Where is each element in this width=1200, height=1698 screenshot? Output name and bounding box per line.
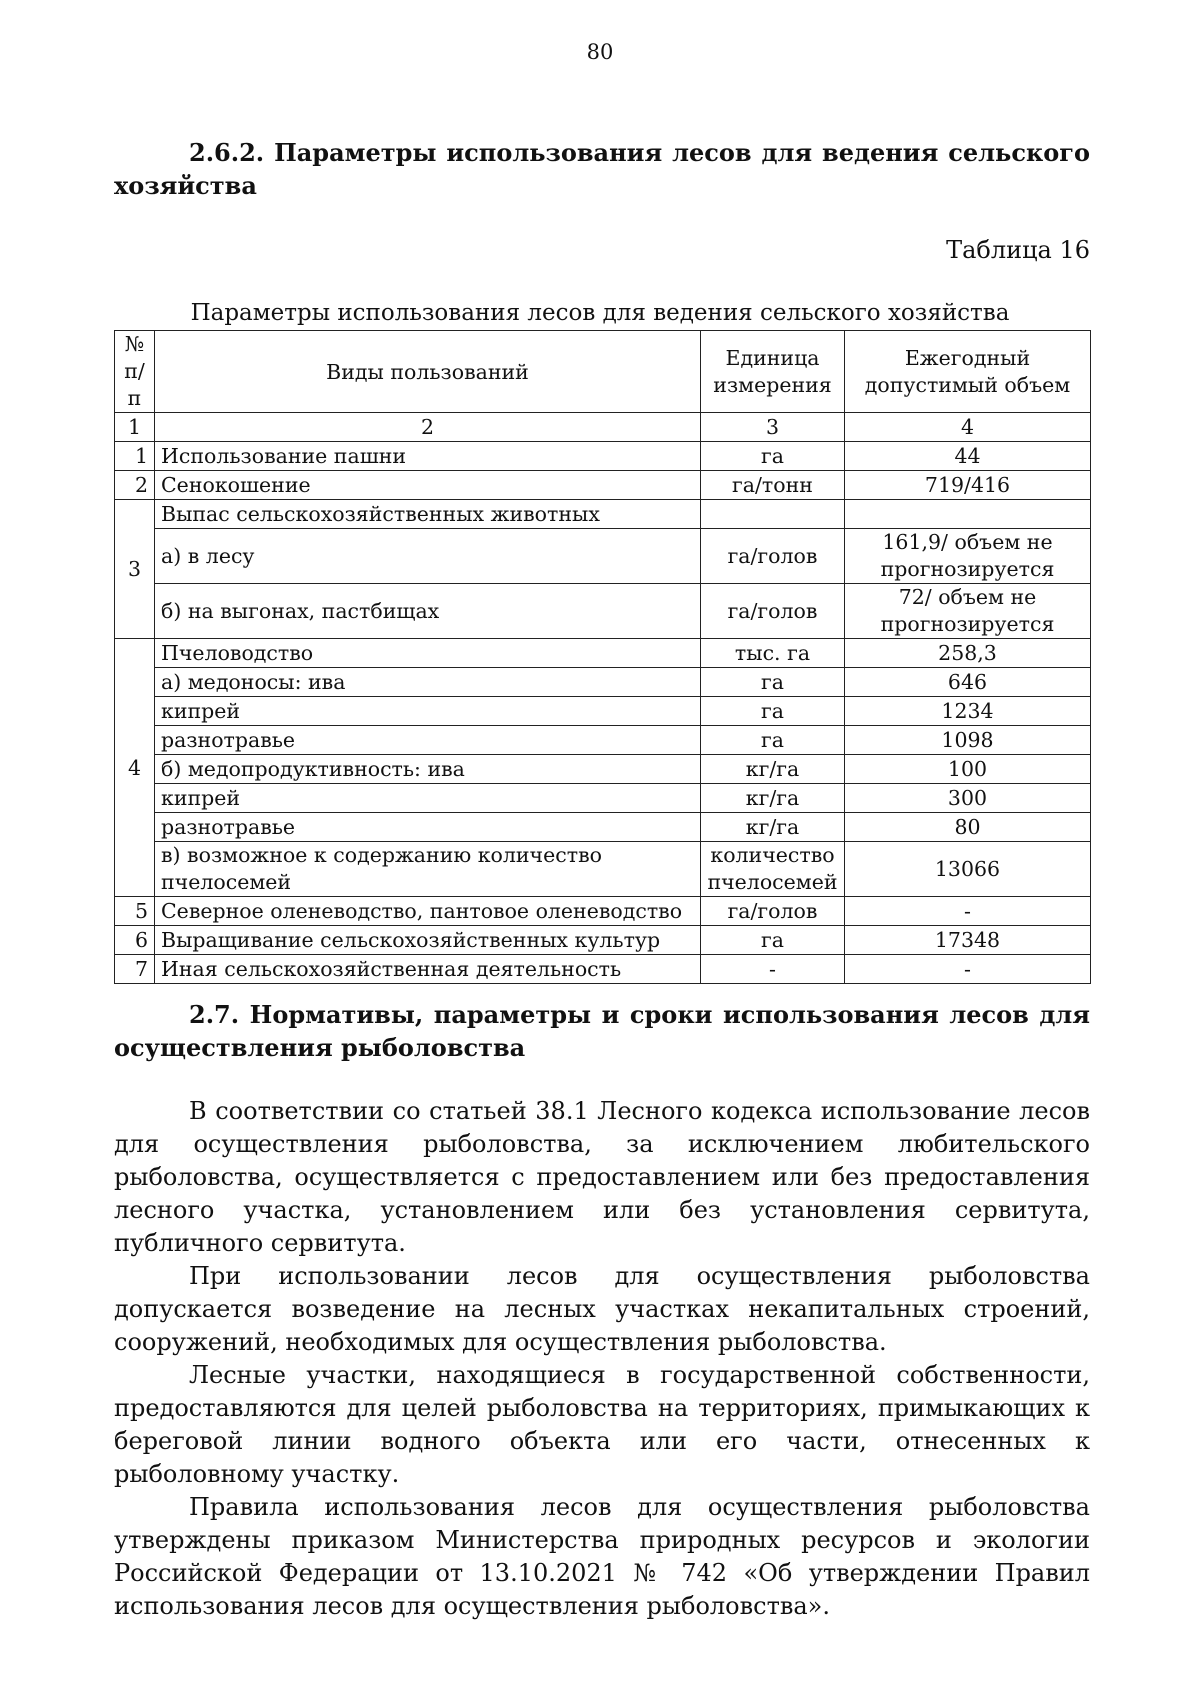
col-number: 1: [115, 413, 155, 442]
section-heading-2-7: [114, 998, 1090, 1064]
row-unit: [701, 500, 845, 529]
header-num: № п/п: [115, 331, 155, 413]
page-number: 80: [586, 40, 614, 64]
section-title: Нормативы, параметры и сроки использования лесов для осуществления рыболовства: [114, 1000, 1091, 1062]
table-row: [115, 442, 1091, 471]
data-table: [114, 330, 1091, 984]
row-name: Выпас сельскохозяйственных животных: [155, 500, 701, 529]
table-row: [115, 842, 1091, 897]
row-name: кипрей: [155, 697, 701, 726]
table-row: [115, 529, 1091, 584]
table-label: Таблица 16: [946, 236, 1090, 264]
section-title: Параметры использования лесов для ведения сельского хозяйства: [114, 138, 1090, 200]
paragraph: Лесные участки, находящиеся в государственной собственности, предоставляются для целей рыболовства на территориях, примыкающих к береговой линии водного объекта или его части, отнесенных к рыболовному участку.: [114, 1361, 1090, 1488]
row-value: -: [845, 897, 1091, 926]
table-row: [115, 813, 1091, 842]
row-name: Выращивание сельскохозяйственных культур: [155, 926, 701, 955]
table-row: [115, 500, 1091, 529]
row-num: 3: [115, 500, 155, 639]
row-name: Использование пашни: [155, 442, 701, 471]
table-row: [115, 784, 1091, 813]
row-value: 258,3: [845, 639, 1091, 668]
row-num: 7: [115, 955, 155, 984]
table-row: [115, 584, 1091, 639]
row-value: 300: [845, 784, 1091, 813]
table-row: [115, 639, 1091, 668]
row-unit: тыс. га: [701, 639, 845, 668]
row-unit: га/голов: [701, 897, 845, 926]
row-unit: га: [701, 442, 845, 471]
row-unit: количество пчелосемей: [701, 842, 845, 897]
row-value: 44: [845, 442, 1091, 471]
section-heading-2-6-2: [114, 136, 1090, 202]
col-number: 3: [701, 413, 845, 442]
table-row: [115, 726, 1091, 755]
row-name: Северное оленеводство, пантовое оленеводство: [155, 897, 701, 926]
col-number: 4: [845, 413, 1091, 442]
row-unit: кг/га: [701, 784, 845, 813]
row-unit: га/тонн: [701, 471, 845, 500]
row-unit: кг/га: [701, 813, 845, 842]
row-num: 1: [115, 442, 155, 471]
row-name: а) медоносы: ива: [155, 668, 701, 697]
row-name: разнотравье: [155, 726, 701, 755]
section-number: 2.6.2.: [189, 138, 265, 167]
table-row: [115, 697, 1091, 726]
row-name: кипрей: [155, 784, 701, 813]
row-value: 80: [845, 813, 1091, 842]
row-value: -: [845, 955, 1091, 984]
row-unit: га/голов: [701, 584, 845, 639]
row-name: Пчеловодство: [155, 639, 701, 668]
row-value: 719/416: [845, 471, 1091, 500]
row-unit: -: [701, 955, 845, 984]
row-value: 161,9/ объем не прогнозируется: [845, 529, 1091, 584]
row-name: а) в лесу: [155, 529, 701, 584]
row-name: разнотравье: [155, 813, 701, 842]
row-value: 72/ объем не прогнозируется: [845, 584, 1091, 639]
row-value: 100: [845, 755, 1091, 784]
row-value: 17348: [845, 926, 1091, 955]
row-value: [845, 500, 1091, 529]
table-row: [115, 668, 1091, 697]
body-text: [114, 1095, 1090, 1623]
row-num: 5: [115, 897, 155, 926]
row-unit: кг/га: [701, 755, 845, 784]
column-number-row: [115, 413, 1091, 442]
col-number: 2: [155, 413, 701, 442]
row-unit: га: [701, 668, 845, 697]
row-num: 4: [115, 639, 155, 897]
row-value: 1234: [845, 697, 1091, 726]
paragraph: При использовании лесов для осуществления рыболовства допускается возведение на лесных участках некапитальных строений, сооружений, необходимых для осуществления рыболовства.: [114, 1262, 1090, 1356]
header-volume: Ежегодный допустимый объем: [845, 331, 1091, 413]
row-name: Сенокошение: [155, 471, 701, 500]
row-name: б) медопродуктивность: ива: [155, 755, 701, 784]
table-row: [115, 955, 1091, 984]
table-header-row: [115, 331, 1091, 413]
row-unit: га/голов: [701, 529, 845, 584]
row-value: 646: [845, 668, 1091, 697]
table-row: [115, 471, 1091, 500]
row-num: 6: [115, 926, 155, 955]
row-value: 1098: [845, 726, 1091, 755]
row-name: б) на выгонах, пастбищах: [155, 584, 701, 639]
header-type: Виды пользований: [155, 331, 701, 413]
header-unit: Единица измерения: [701, 331, 845, 413]
table-row: [115, 926, 1091, 955]
table-caption: Параметры использования лесов для ведения сельского хозяйства: [190, 300, 1010, 326]
row-name: Иная сельскохозяйственная деятельность: [155, 955, 701, 984]
section-number: 2.7.: [189, 1000, 240, 1029]
row-unit: га: [701, 926, 845, 955]
row-unit: га: [701, 697, 845, 726]
table-row: [115, 755, 1091, 784]
row-num: 2: [115, 471, 155, 500]
row-name: в) возможное к содержанию количество пчелосемей: [155, 842, 701, 897]
row-value: 13066: [845, 842, 1091, 897]
paragraph: В соответствии со статьей 38.1 Лесного кодекса использование лесов для осуществления рыболовства, за исключением любительского рыболовства, осуществляется с предоставлением или без предоставления лесного участка, установлением или без установления сервитута, публичного сервитута.: [114, 1097, 1090, 1257]
paragraph: Правила использования лесов для осуществления рыболовства утверждены приказом Министерства природных ресурсов и экологии Российской Федерации от 13.10.2021 № 742 «Об утверждении Правил использования лесов для осуществления рыболовства».: [114, 1493, 1090, 1620]
table-row: [115, 897, 1091, 926]
row-unit: га: [701, 726, 845, 755]
